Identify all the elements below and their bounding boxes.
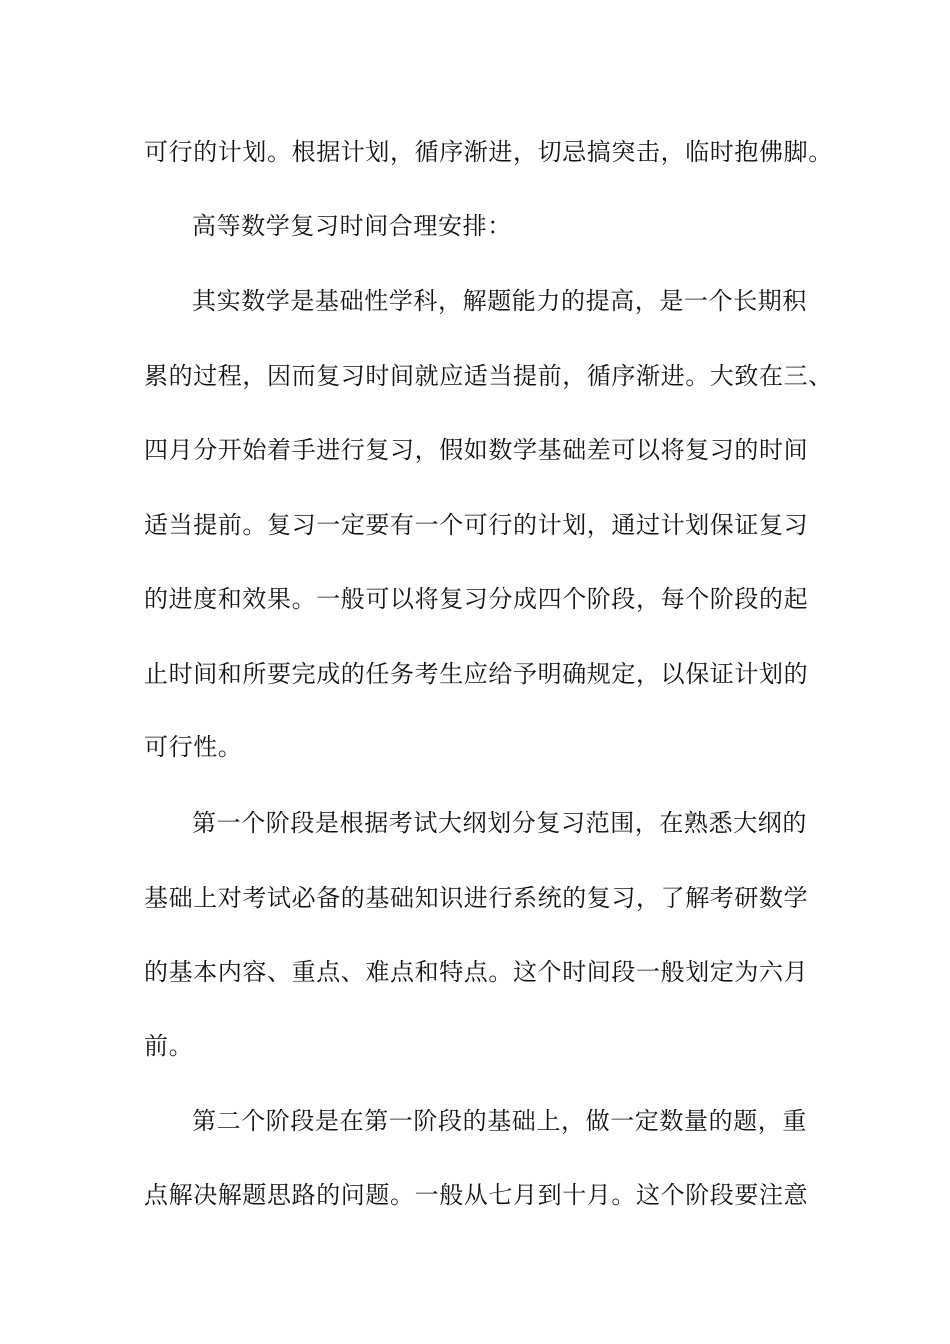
text-line: 点解决解题思路的问题。一般从七月到十月。这个阶段要注意 [144, 1181, 809, 1209]
text-line: 前。 [144, 1032, 194, 1060]
text-line: 基础上对考试必备的基础知识进行系统的复习，了解考研数学 [144, 884, 809, 912]
text-line: 第一个阶段是根据考试大纲划分复习范围，在熟悉大纲的 [192, 809, 807, 837]
text-line: 的基本内容、重点、难点和特点。这个时间段一般划定为六月 [144, 958, 809, 986]
text-line: 累的过程，因而复习时间就应适当提前，循序渐进。大致在三、 [144, 362, 833, 390]
text-line: 适当提前。复习一定要有一个可行的计划，通过计划保证复习 [144, 511, 809, 539]
text-line: 可行的计划。根据计划，循序渐进，切忌搞突击，临时抱佛脚。 [144, 138, 833, 166]
text-line: 第二个阶段是在第一阶段的基础上，做一定数量的题，重 [192, 1107, 807, 1135]
text-line: 其实数学是基础性学科，解题能力的提高，是一个长期积 [192, 287, 807, 315]
text-line: 止时间和所要完成的任务考生应给予明确规定，以保证计划的 [144, 660, 809, 688]
text-line: 可行性。 [144, 733, 243, 761]
text-line: 的进度和效果。一般可以将复习分成四个阶段，每个阶段的起 [144, 585, 809, 613]
text-line: 四月分开始着手进行复习，假如数学基础差可以将复习的时间 [144, 436, 809, 464]
section-heading: 高等数学复习时间合理安排： [192, 212, 512, 240]
